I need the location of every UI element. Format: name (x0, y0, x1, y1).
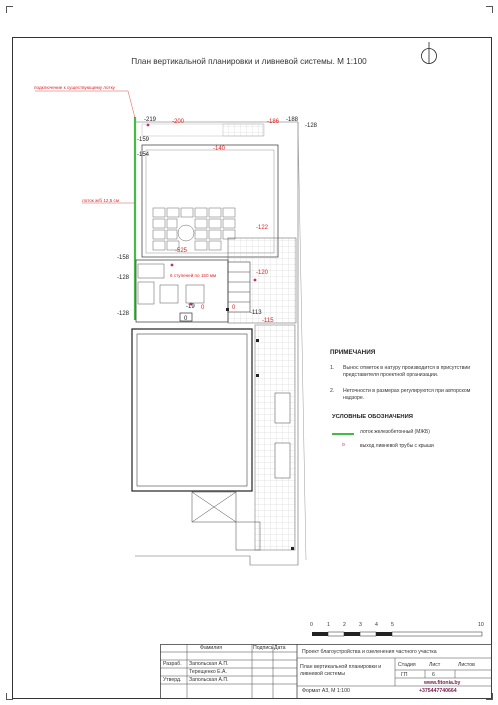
note-number: 2. (330, 388, 335, 394)
tb-format: Формат А3, М 1:100 (302, 688, 350, 694)
tb-header-date: Дата (274, 645, 286, 651)
tray-legend-line (332, 433, 354, 435)
tb-stage-header: Стадия (398, 662, 416, 668)
scale-tick: 10 (478, 622, 484, 628)
elevation-mark: 0 (184, 316, 188, 322)
note-text: Неточности в размерах регулируются при авторском надзоре. (343, 388, 471, 401)
scale-tick: 2 (343, 622, 346, 628)
note-text: Вынос отметок в натуру производится в присутствии представителя проектной организации. (343, 365, 471, 378)
outlet-symbol: o (342, 442, 345, 448)
tb-phone: +375447740664 (419, 688, 457, 694)
note-number: 1. (330, 365, 335, 371)
elevation-mark: -122 (256, 225, 269, 231)
tb-header-signature: Подпись (253, 645, 274, 651)
elevation-mark: -140 (213, 146, 226, 152)
tb-sheet-title: План вертикальной планировки и ливневой системы (300, 664, 382, 677)
tb-website: www.fitonia.by (424, 680, 461, 686)
scale-tick: 3 (359, 622, 362, 628)
sheet-title: План вертикальной планировки и ливневой системы. М 1:100 (131, 57, 367, 66)
elevation-mark: -128 (305, 123, 318, 129)
elevation-mark: -188 (286, 117, 299, 123)
elevation-mark: -159 (137, 137, 150, 143)
tb-sheet-header: Лист (429, 662, 441, 668)
scale-tick: 4 (375, 622, 378, 628)
tb-name: Запольская А.П. (189, 661, 229, 667)
legend-item: лоток железобетонный (МЖБ) (360, 429, 430, 435)
tb-sheets-header: Листов (458, 662, 475, 668)
elevation-mark: -113 (250, 310, 262, 316)
elevation-mark: -115 (262, 318, 274, 324)
elevation-mark: -525 (175, 248, 188, 254)
tb-header-surname: Фамилия (200, 645, 223, 651)
tb-role: Утверд. (163, 677, 182, 683)
tb-sheet: 6 (432, 672, 435, 678)
steps-label: 6 ступеней по 150 мм (170, 273, 217, 278)
elevation-mark: -186 (267, 119, 280, 125)
elevation-mark: -128 (117, 275, 130, 281)
elevation-mark: -158 (117, 255, 130, 261)
scale-bar (310, 630, 490, 642)
scale-tick: 0 (310, 622, 313, 628)
elevation-mark: 0 (232, 305, 236, 311)
scale-tick: 1 (327, 622, 330, 628)
elevation-mark: 0 (201, 305, 205, 311)
tb-role: Разраб. (163, 661, 182, 667)
tb-stage: ГП (401, 672, 408, 678)
elevation-mark: -19 (186, 304, 195, 310)
notes-heading: ПРИМЕЧАНИЯ (330, 349, 376, 356)
legend-item: выход ливневой трубы с крыши (360, 443, 434, 449)
elevation-mark: -200 (172, 119, 185, 125)
scale-tick: 5 (391, 622, 394, 628)
connect-label: подключение к существующему лотку (34, 85, 115, 90)
elevation-mark: -120 (256, 270, 269, 276)
tray-label: лоток ж/б 12,5 см (82, 198, 120, 203)
tb-project: Проект благоустройства и озеленения частного участка (302, 649, 437, 655)
tb-name: Запольская А.П. (189, 677, 229, 683)
elevation-mark: -219 (144, 117, 157, 123)
elevation-mark: -128 (117, 311, 130, 317)
tb-name: Терещенко Е.А. (189, 669, 227, 675)
elevation-mark: -154 (137, 152, 150, 158)
legend-heading: УСЛОВНЫЕ ОБОЗНАЧЕНИЯ (332, 414, 413, 420)
